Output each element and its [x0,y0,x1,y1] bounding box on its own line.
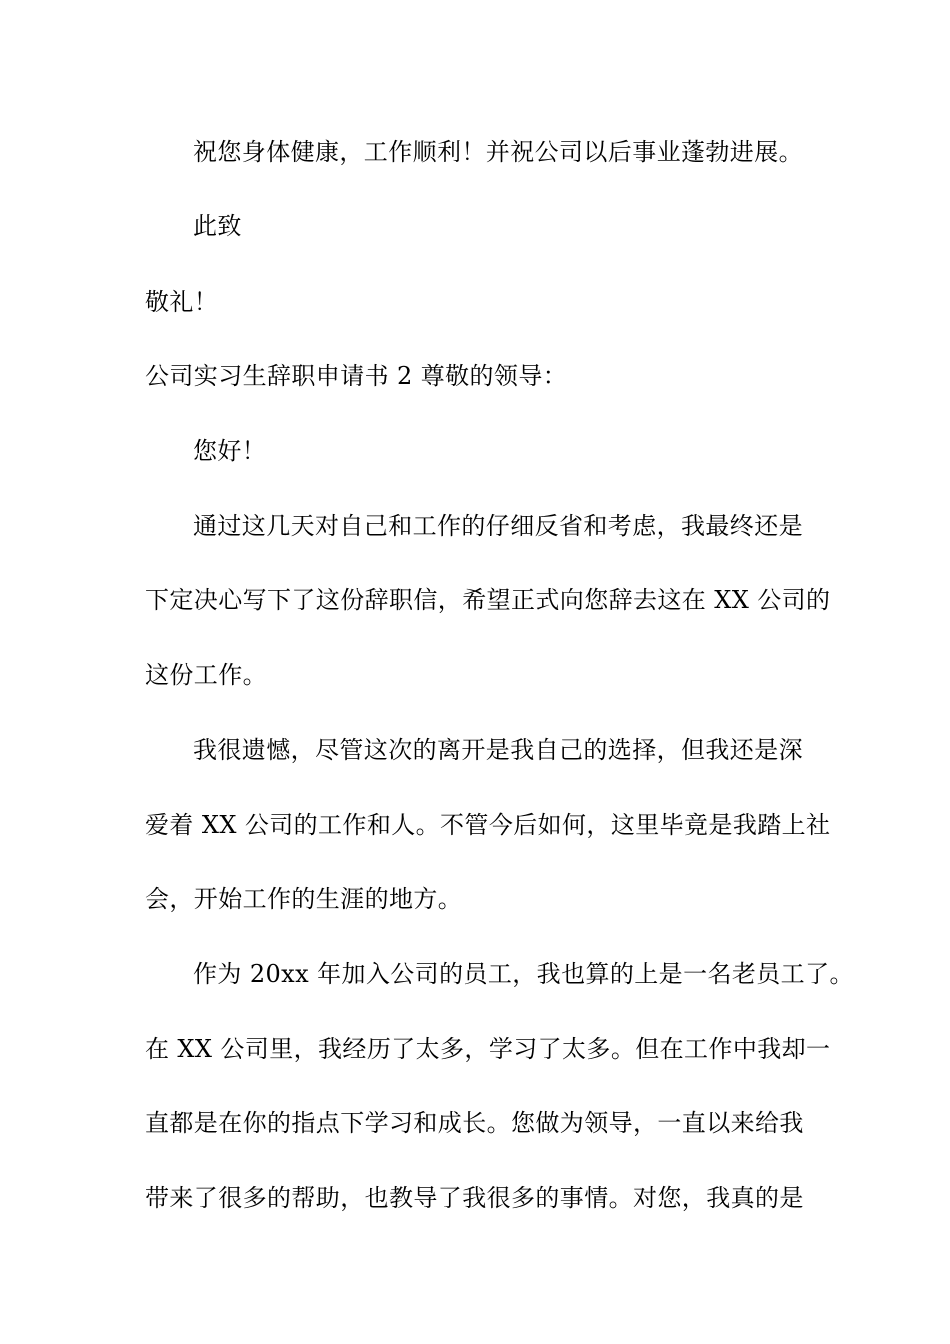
paragraph-2-line-3: 会，开始工作的生涯的地方。 [145,885,463,913]
paragraph-1-line-1: 通过这几天对自己和工作的仔细反省和考虑，我最终还是 [193,512,803,540]
salutation-jing-li: 敬礼！ [145,288,219,316]
paragraph-3-line-1: 作为 20xx 年加入公司的员工，我也算的上是一名老员工了。 [193,960,854,988]
salutation-ci-zhi: 此致 [193,212,242,240]
paragraph-2-line-1: 我很遗憾，尽管这次的离开是我自己的选择，但我还是深 [193,736,803,764]
paragraph-3-line-4: 带来了很多的帮助，也教导了我很多的事情。对您，我真的是 [145,1184,804,1212]
paragraph-1-line-3: 这份工作。 [145,661,267,689]
section-heading-line: 公司实习生辞职申请书 2 尊敬的领导： [145,362,568,390]
paragraph-3-line-2: 在 XX 公司里，我经历了太多，学习了太多。但在工作中我却一 [145,1035,831,1063]
closing-wishes-line: 祝您身体健康，工作顺利！并祝公司以后事业蓬勃进展。 [193,138,803,166]
paragraph-3-line-3: 直都是在你的指点下学习和成长。您做为领导，一直以来给我 [145,1109,804,1137]
paragraph-1-line-2: 下定决心写下了这份辞职信，希望正式向您辞去这在 XX 公司的 [145,586,831,614]
paragraph-2-line-2: 爱着 XX 公司的工作和人。不管今后如何，这里毕竟是我踏上社 [145,811,831,839]
greeting-line: 您好！ [193,437,267,465]
